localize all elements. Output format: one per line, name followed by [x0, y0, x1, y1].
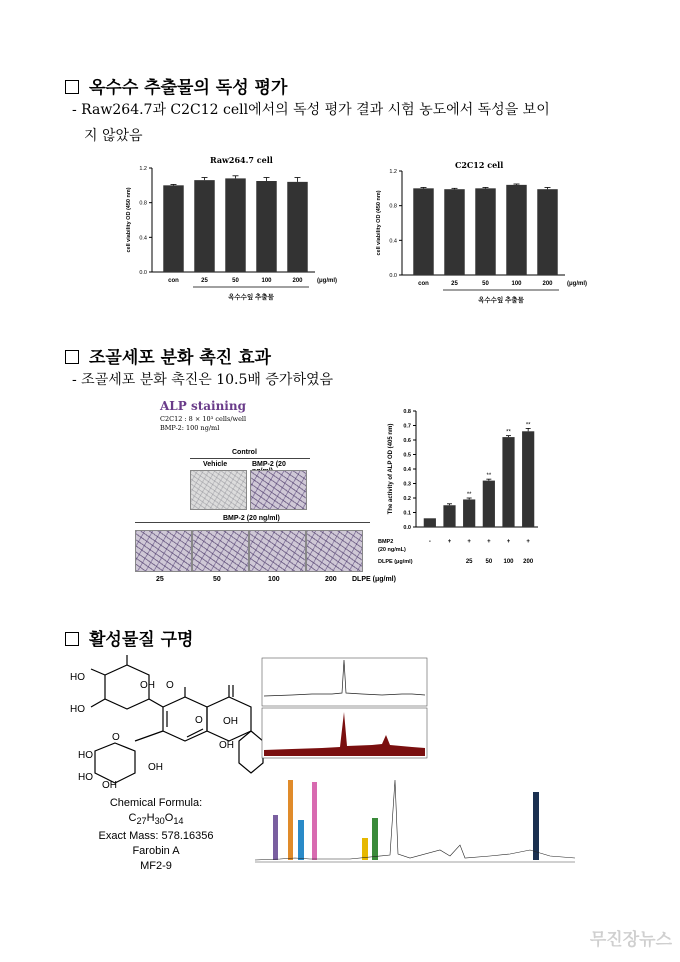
control-label: Control [232, 449, 257, 456]
atom-label: HO [78, 772, 93, 783]
y-tick-label: 0.0 [139, 270, 147, 276]
atom-label: O [195, 715, 203, 726]
atom-label: OH [223, 716, 238, 727]
y-tick-label: 1.2 [389, 169, 397, 175]
bar [413, 188, 433, 275]
bmp2-row-value: + [526, 539, 530, 545]
bar [537, 189, 557, 275]
bar [506, 185, 526, 275]
bar [444, 189, 464, 275]
divider [190, 458, 310, 459]
significance-label: ** [466, 492, 472, 498]
bmp2-row-value: + [487, 539, 491, 545]
atom-label: OH [148, 762, 163, 773]
category-label: 25 [201, 278, 208, 284]
significance-label: ** [506, 429, 511, 436]
bar [287, 182, 307, 272]
alp-activity-chart [378, 405, 548, 573]
exact-mass: Exact Mass: 578.16356 [98, 830, 214, 843]
checkbox-icon [65, 350, 79, 364]
section-title-active: 활성물질 구명 [65, 625, 193, 650]
body-line: - 조골세포 분화 촉진은 10.5배 증가하였음 [72, 372, 334, 388]
compound-info [86, 796, 226, 874]
body-line: - Raw264.7과 C2C12 cell에서의 독성 평가 결과 시험 농도에서 독성을 보이 [72, 102, 550, 118]
y-tick-label: 0.4 [139, 235, 147, 242]
category-label: 200 [542, 281, 553, 287]
category-label: 200 [292, 278, 303, 284]
dlpe-row-value: 100 [503, 559, 514, 565]
y-axis-label: cell viability OD (450 nm) [126, 187, 132, 253]
dlpe-row-value: 25 [465, 559, 473, 565]
unit-label: (μg/ml) [317, 278, 338, 284]
divider [135, 522, 370, 523]
category-label: 100 [261, 278, 272, 284]
category-label: con [168, 278, 179, 284]
y-tick-label: 0.8 [139, 200, 147, 207]
chart-title-raw: Raw264.7 cell [210, 155, 273, 165]
checkbox-icon [65, 632, 79, 646]
y-tick-label: 0.4 [389, 238, 397, 245]
dose-unit-label: DLPE (μg/ml) [352, 576, 396, 583]
bar [194, 180, 214, 272]
bmp2-row-value: - [428, 539, 431, 545]
alp-conditions: C2C12 : 8 × 10³ cells/well BMP-2: 100 ng/ml [160, 415, 247, 432]
bar [424, 518, 436, 527]
atom-label: HO [78, 750, 93, 761]
y-tick-label: 1.2 [139, 166, 147, 172]
dose-50-stain-image [192, 530, 249, 572]
section-body-osteoblast [72, 367, 333, 393]
watermark: 무진장뉴스 [589, 930, 672, 950]
atom-label: HO [70, 704, 85, 715]
bmp2-row-label-unit: (20 ng/mL) [378, 547, 406, 553]
bar [463, 499, 475, 527]
bmp2-row-label: BMP2 [378, 539, 394, 545]
atom-label: OH [219, 740, 234, 751]
bar [443, 505, 455, 527]
section-title-toxicity: 옥수수 추출물의 독성 평가 [65, 73, 287, 98]
bar [163, 185, 183, 272]
bmp2-row-value: + [467, 539, 471, 545]
dlpe-row-label: DLPE (μg/ml) [378, 559, 413, 565]
category-label: 50 [482, 281, 489, 287]
category-label: 25 [451, 281, 458, 287]
dose-label: 100 [268, 576, 280, 583]
y-tick-label: 0.3 [403, 481, 411, 488]
dose-100-stain-image [249, 530, 306, 572]
bmp2-stain-image [250, 470, 307, 510]
bar [256, 181, 276, 272]
y-tick-label: 0.6 [403, 438, 411, 444]
atom-label: O [112, 732, 120, 743]
chart-title-c2c12: C2C12 cell [455, 160, 504, 170]
y-tick-label: 0.1 [403, 510, 411, 517]
vehicle-stain-image [190, 470, 247, 510]
dlpe-row-value: 200 [523, 559, 534, 565]
category-label: 50 [232, 278, 239, 284]
atom-label: OH [102, 780, 117, 791]
atom-label: HO [70, 672, 85, 683]
y-tick-label: 0.8 [403, 409, 411, 415]
x-axis-label: 옥수수잎 추출물 [228, 294, 274, 301]
x-axis-label: 옥수수잎 추출물 [478, 297, 524, 304]
bmp2-group-label: BMP-2 (20 ng/ml) [220, 515, 283, 522]
dlpe-row-value: 50 [485, 559, 493, 565]
significance-label: ** [525, 422, 531, 429]
dose-25-stain-image [135, 530, 192, 572]
y-tick-label: 0.0 [403, 525, 411, 531]
bar [502, 437, 514, 527]
viability-chart-c2c12 [370, 163, 600, 313]
y-tick-label: 0.8 [389, 203, 397, 210]
y-tick-label: 0.2 [403, 496, 411, 502]
dose-label: 25 [156, 576, 164, 583]
y-tick-label: 0.7 [403, 423, 411, 430]
compound-name: Farobin A [132, 845, 180, 858]
category-label: 100 [511, 281, 522, 287]
dose-200-stain-image [306, 530, 363, 572]
atom-label: O [166, 680, 174, 691]
bar [475, 188, 495, 275]
bar [225, 178, 245, 272]
bmp2-control-label: BMP-2 (20 [252, 461, 286, 468]
checkbox-icon [65, 80, 79, 94]
significance-label: ** [486, 473, 492, 480]
chemical-formula: Chemical Formula: $C_{27}H_{30}O_{14}$ [109, 797, 203, 827]
atom-label: OH [140, 680, 155, 691]
y-axis-label: The activity of ALP OD (405 nm) [388, 423, 394, 515]
unit-label: (μg/ml) [567, 281, 588, 287]
dose-label: 200 [325, 576, 337, 583]
bar [483, 481, 495, 527]
nmr-spectrum [250, 770, 580, 878]
y-tick-label: 0.5 [403, 452, 411, 459]
dose-label: 50 [213, 576, 221, 583]
section-title-osteoblast: 조골세포 분화 촉진 효과 [65, 343, 271, 368]
compound-code: MF2-9 [140, 860, 172, 873]
category-label: con [418, 281, 429, 287]
hplc-chromatogram [252, 650, 432, 762]
bmp2-row-value: + [447, 539, 452, 545]
y-tick-label: 0.0 [389, 273, 397, 279]
vehicle-label: Vehicle [203, 461, 228, 468]
y-axis-label: cell viability OD (450 nm) [376, 190, 382, 256]
y-tick-label: 0.4 [403, 467, 411, 473]
alp-staining-title: ALP staining [160, 399, 246, 413]
bar [522, 431, 534, 527]
bmp2-row-value: + [506, 539, 511, 545]
viability-chart-raw264 [120, 160, 350, 310]
section-body-toxicity [72, 97, 550, 149]
body-line: 지 않았음 [84, 128, 143, 144]
